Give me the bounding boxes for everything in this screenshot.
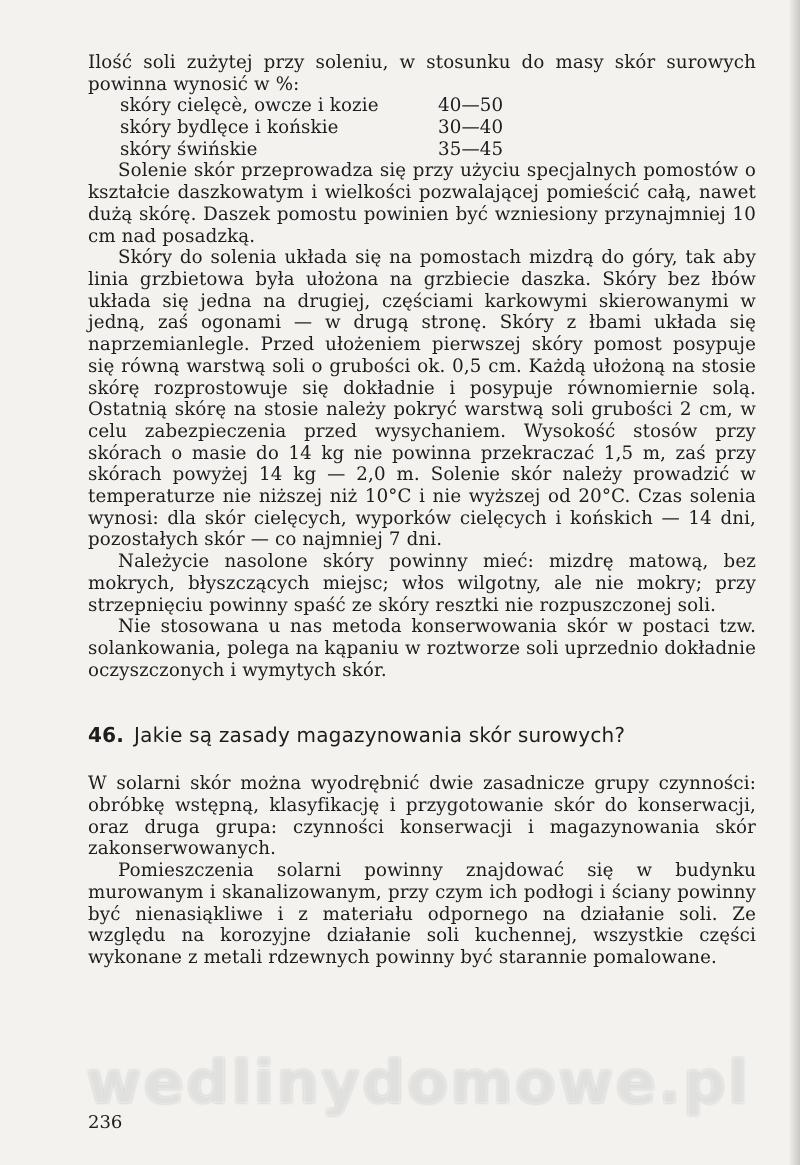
question-title: Jakie są zasady magazynowania skór surowych? <box>134 723 626 748</box>
question-heading <box>88 723 756 747</box>
rate-value: 30—40 <box>438 117 504 139</box>
paragraph: Należycie nasolone skóry powinny mieć: mizdrę matową, bez mokrych, błyszczących miejsc; włos wilgotny, ale nie mokry; przy strzepnięciu powinny spaść ze skóry resztki nie rozpuszczonej soli. <box>88 551 756 616</box>
salt-rate-row <box>120 95 756 117</box>
rate-label: skóry cielęcè, owcze i kozie <box>120 95 379 117</box>
page-text <box>88 52 756 969</box>
page-number: 236 <box>88 1112 123 1133</box>
rate-value: 40—50 <box>438 95 504 117</box>
rate-label: skóry świńskie <box>120 138 258 160</box>
salt-rate-row <box>120 139 756 161</box>
rate-value: 35—45 <box>438 138 504 160</box>
rate-label: skóry bydlęce i końskie <box>120 117 339 139</box>
salt-rate-row <box>120 117 756 139</box>
paragraph: Nie stosowana u nas metoda konserwowania skór w postaci tzw. solankowania, polega na kąpaniu w roztworze soli uprzednio dokładnie oczyszczonych i wymytych skór. <box>88 616 756 681</box>
salt-intro: Ilość soli zużytej przy soleniu, w stosunku do masy skór surowych powinna wynosić w %: <box>88 52 756 95</box>
page-edge <box>790 0 800 1165</box>
paragraph: Pomieszczenia solarni powinny znajdować się w budynku murowanym i skanalizowanym, przy czym ich podłogi i ściany powinny być nienasiąkliwe i z materiału odpornego na działanie soli. Ze względu na korozyjne działanie soli kuchennej, wszystkie części wykonane z metali rdzewnych powinny być starannie pomalowane. <box>88 860 756 968</box>
watermark: wedlinydomowe.pl <box>86 1048 751 1118</box>
question-section <box>88 723 756 968</box>
paragraph: Skóry do solenia układa się na pomostach mizdrą do góry, tak aby linia grzbietowa była ułożona na grzbiecie daszka. Skóry bez łbów układa się jedna na drugiej, częściami karkowymi skierowanymi w jedną, zaś ogonami — w drugą stronę. Skóry z łbami układa się naprzemianlegle. Przed ułożeniem pierwszej skóry pomost posypuje się równą warstwą soli o grubości ok. 0,5 cm. Każdą ułożoną na stosie skórę rozprostowuje się dokładnie i posypuje równomiernie solą. Ostatnią skórę na stosie należy pokryć warstwą soli grubości 2 cm, w celu zabezpieczenia przed wysychaniem. Wysokość stosów przy skórach o masie do 14 kg nie powinna przekraczać 1,5 m, zaś przy skórach powyżej 14 kg — 2,0 m. Solenie skór należy prowadzić w temperaturze nie niższej niż 10°C i nie wyższej od 20°C. Czas solenia wynosi: dla skór cielęcych, wyporków cielęcych i końskich — 14 dni, pozostałych skór — co najmniej 7 dni. <box>88 247 756 551</box>
paragraph: W solarni skór można wyodrębnić dwie zasadnicze grupy czynności: obróbkę wstępną, klasyfikację i przygotowanie skór do konserwacji, oraz druga grupa: czynności konserwacji i magazynowania skór zakonserwowanych. <box>88 773 756 860</box>
question-number: 46. <box>88 723 125 748</box>
paragraph: Solenie skór przeprowadza się przy użyciu specjalnych pomostów o kształcie daszkowatym i wielkości pozwalającej pomieścić całą, nawet dużą skórę. Daszek pomostu powinien być wzniesiony przynajmniej 10 cm nad posadzką. <box>88 160 756 247</box>
salt-rate-list <box>120 95 756 160</box>
